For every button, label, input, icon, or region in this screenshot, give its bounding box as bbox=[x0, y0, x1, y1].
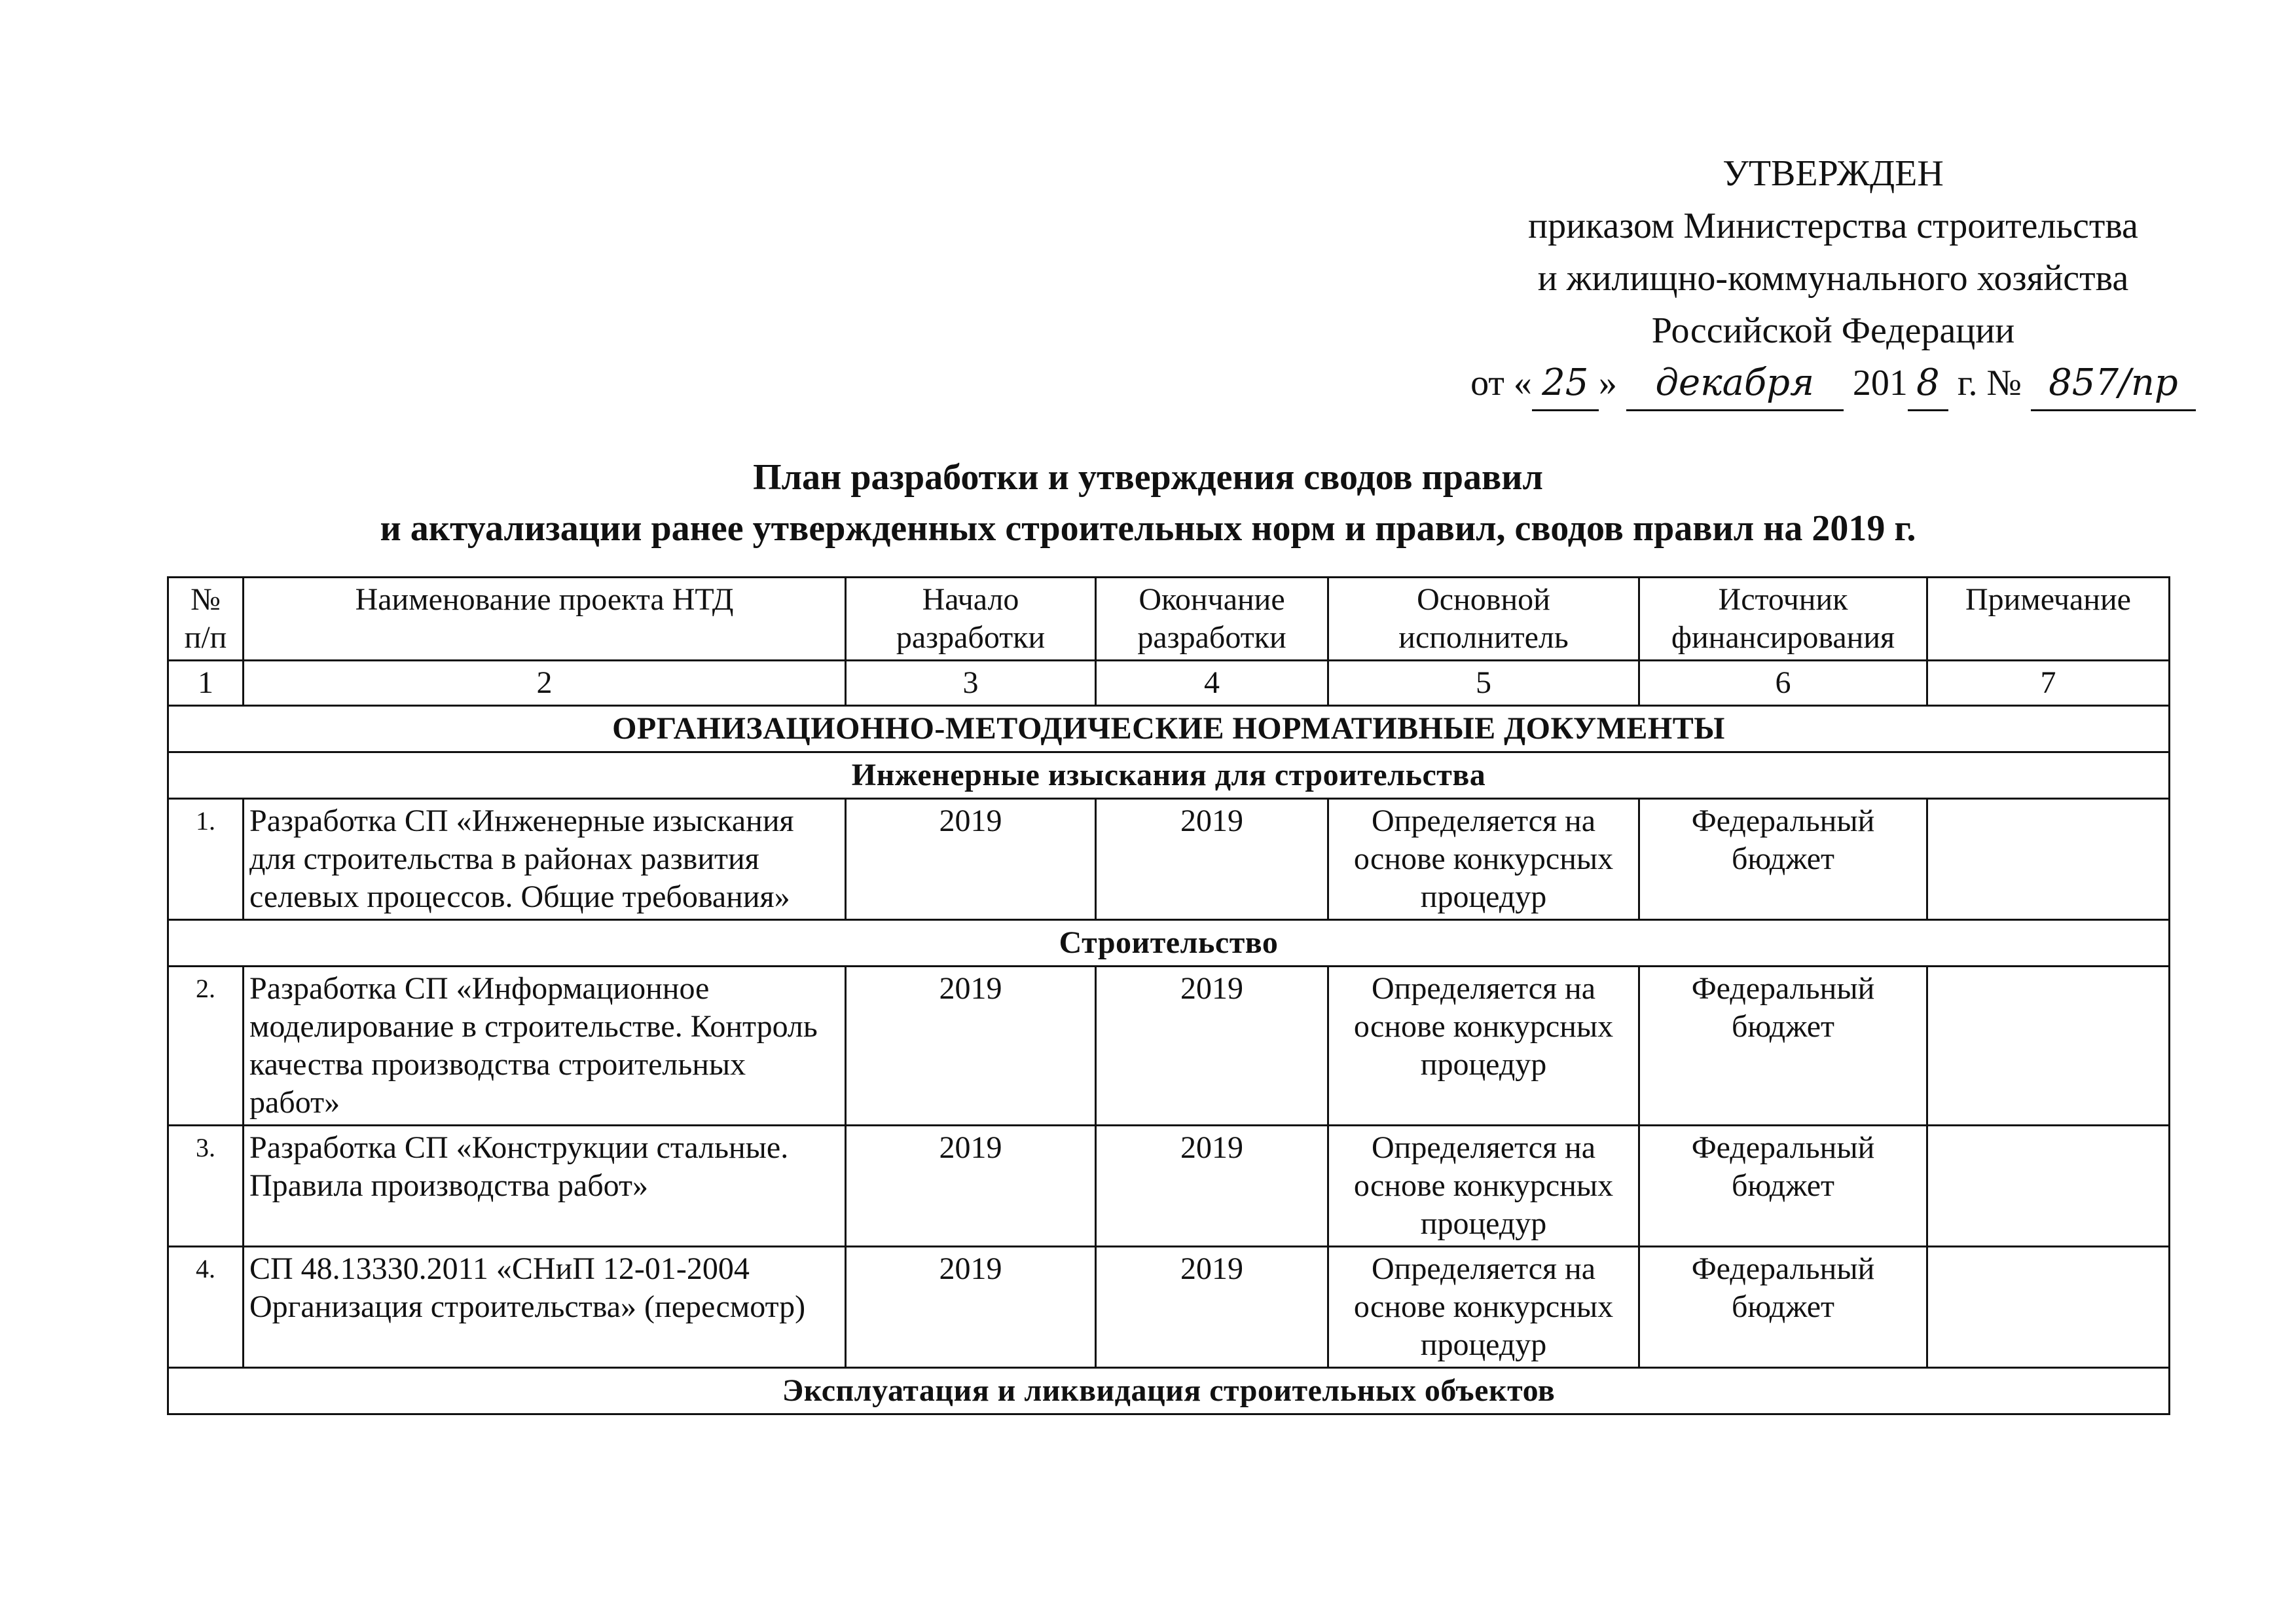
header-name: Наименование проекта НТД bbox=[244, 578, 846, 661]
approval-date-line bbox=[1408, 357, 2259, 411]
approval-line-2: и жилищно-коммунального хозяйства bbox=[1537, 258, 2129, 299]
column-number: 2 bbox=[244, 661, 846, 706]
table-row bbox=[168, 1247, 2170, 1368]
row-name: Разработка СП «Информационное моделирование в строительстве. Контроль качества производства строительных работ» bbox=[244, 967, 846, 1126]
table-header-row bbox=[168, 578, 2170, 661]
approval-heading: УТВЕРЖДЕН bbox=[1722, 153, 1944, 194]
row-num: 2. bbox=[168, 967, 244, 1126]
row-note bbox=[1927, 1247, 2170, 1368]
row-funding: Федеральный бюджет bbox=[1639, 799, 1927, 920]
subsection-title: Инженерные изыскания для строительства bbox=[168, 752, 2170, 799]
row-num: 4. bbox=[168, 1247, 244, 1368]
subsection-row bbox=[168, 752, 2170, 799]
approval-line-3: Российской Федерации bbox=[1651, 310, 2015, 351]
table-row bbox=[168, 799, 2170, 920]
year-prefix: 201 bbox=[1852, 363, 1908, 403]
header-funding: Источник финансирования bbox=[1639, 578, 1927, 661]
table-row bbox=[168, 967, 2170, 1126]
row-executor: Определяется на основе конкурсных процедур bbox=[1328, 1247, 1639, 1368]
row-name: Разработка СП «Инженерные изыскания для строительства в районах развития селевых процессов. Общие требования» bbox=[244, 799, 846, 920]
document-title-line-2: и актуализации ранее утвержденных строительных норм и правил, сводов правил на 2019 г. bbox=[380, 508, 1916, 549]
row-executor: Определяется на основе конкурсных процедур bbox=[1328, 799, 1639, 920]
row-end: 2019 bbox=[1096, 799, 1328, 920]
row-num: 1. bbox=[168, 799, 244, 920]
row-name: СП 48.13330.2011 «СНиП 12-01-2004 Организация строительства» (пересмотр) bbox=[244, 1247, 846, 1368]
column-number: 6 bbox=[1639, 661, 1927, 706]
subsection-row bbox=[168, 1368, 2170, 1414]
main-section-title: ОРГАНИЗАЦИОННО-МЕТОДИЧЕСКИЕ НОРМАТИВНЫЕ ДОКУМЕНТЫ bbox=[168, 706, 2170, 752]
column-number: 4 bbox=[1096, 661, 1328, 706]
approval-block bbox=[1408, 147, 2259, 411]
header-note: Примечание bbox=[1927, 578, 2170, 661]
row-end: 2019 bbox=[1096, 967, 1328, 1126]
subsection-row bbox=[168, 920, 2170, 967]
handwritten-year-digit: 8 bbox=[1908, 357, 1948, 411]
column-number: 1 bbox=[168, 661, 244, 706]
column-number: 7 bbox=[1927, 661, 2170, 706]
row-note bbox=[1927, 799, 2170, 920]
date-prefix: от « bbox=[1470, 363, 1532, 403]
table-row bbox=[168, 1126, 2170, 1247]
row-executor: Определяется на основе конкурсных процедур bbox=[1328, 967, 1639, 1126]
column-number: 3 bbox=[846, 661, 1096, 706]
row-funding: Федеральный бюджет bbox=[1639, 967, 1927, 1126]
row-name: Разработка СП «Конструкции стальные. Правила производства работ» bbox=[244, 1126, 846, 1247]
subsection-title: Эксплуатация и ликвидация строительных объектов bbox=[168, 1368, 2170, 1414]
row-note bbox=[1927, 1126, 2170, 1247]
row-start: 2019 bbox=[846, 1126, 1096, 1247]
row-executor: Определяется на основе конкурсных процедур bbox=[1328, 1126, 1639, 1247]
plan-table bbox=[167, 576, 2170, 1415]
row-note bbox=[1927, 967, 2170, 1126]
row-start: 2019 bbox=[846, 1247, 1096, 1368]
column-number-row bbox=[168, 661, 2170, 706]
main-section-row bbox=[168, 706, 2170, 752]
header-start: Начало разработки bbox=[846, 578, 1096, 661]
header-num: № п/п bbox=[168, 578, 244, 661]
row-start: 2019 bbox=[846, 799, 1096, 920]
approval-line-1: приказом Министерства строительства bbox=[1528, 206, 2138, 246]
row-num: 3. bbox=[168, 1126, 244, 1247]
row-start: 2019 bbox=[846, 967, 1096, 1126]
subsection-title: Строительство bbox=[168, 920, 2170, 967]
quote-close: » bbox=[1598, 363, 1617, 403]
document-title-line-1: План разработки и утверждения сводов правил bbox=[753, 457, 1543, 498]
row-funding: Федеральный бюджет bbox=[1639, 1126, 1927, 1247]
row-end: 2019 bbox=[1096, 1247, 1328, 1368]
handwritten-day: 25 bbox=[1532, 357, 1599, 411]
column-number: 5 bbox=[1328, 661, 1639, 706]
handwritten-month: декабря bbox=[1626, 357, 1844, 411]
header-executor: Основной исполнитель bbox=[1328, 578, 1639, 661]
row-funding: Федеральный бюджет bbox=[1639, 1247, 1927, 1368]
year-suffix: г. № bbox=[1948, 363, 2022, 403]
handwritten-order-number: 857/пр bbox=[2031, 357, 2196, 411]
header-end: Окончание разработки bbox=[1096, 578, 1328, 661]
row-end: 2019 bbox=[1096, 1126, 1328, 1247]
